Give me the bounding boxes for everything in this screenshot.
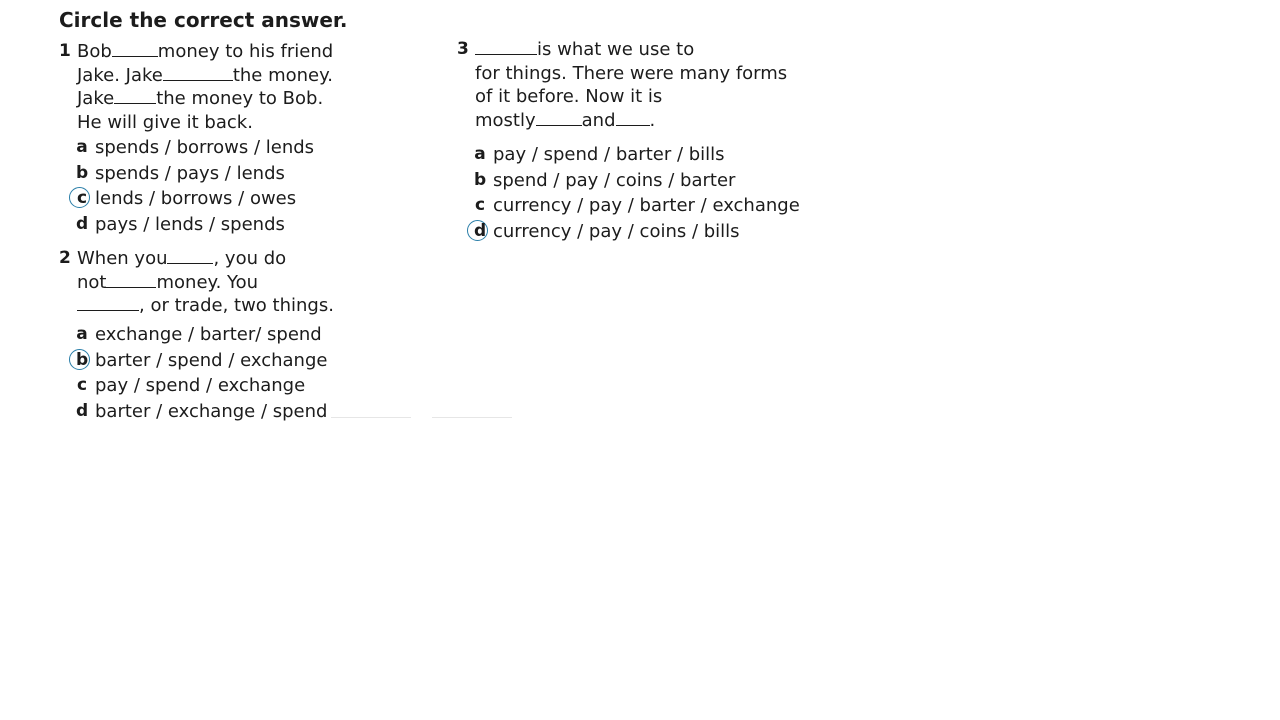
option-letter: d	[474, 220, 487, 241]
stem-text: Bob	[77, 41, 112, 62]
stem-text: the money to Bob.	[156, 88, 324, 109]
stem-text: He will give it back.	[77, 111, 253, 133]
question-number: 3	[457, 39, 469, 59]
option-letter: c	[76, 375, 88, 395]
option-text: spend / pay / coins / barter	[493, 169, 736, 191]
stem-text: and	[581, 109, 616, 131]
option-letter: c	[76, 188, 88, 208]
answer-blank	[112, 41, 158, 57]
option-letter: b	[76, 162, 89, 183]
option-text: pay / spend / barter / bills	[493, 144, 725, 165]
worksheet-title: Circle the correct answer.	[59, 8, 348, 32]
answer-blank	[536, 110, 582, 126]
option-letter: a	[76, 137, 88, 157]
option-letter: b	[474, 169, 487, 190]
option-letter: a	[474, 144, 486, 164]
stem-text: of it before. Now it is	[475, 86, 663, 107]
stem-text: When you	[77, 248, 168, 269]
stem-text: Jake	[77, 88, 115, 109]
option-text: barter / exchange / spend	[95, 400, 328, 422]
stem-text: the money.	[232, 64, 333, 86]
answer-blank	[163, 65, 233, 81]
stem-text: is what we use to	[537, 39, 695, 60]
option-text: currency / pay / barter / exchange	[493, 195, 800, 216]
question-stem	[475, 38, 787, 132]
answer-blank	[114, 88, 156, 104]
stem-text: , or trade, two things.	[139, 295, 334, 316]
option-text: spends / pays / lends	[95, 162, 285, 184]
answer-blank	[616, 110, 650, 126]
option-letter: d	[76, 400, 89, 421]
answer-blank	[167, 248, 213, 264]
stem-text: not	[77, 271, 107, 293]
option-text: currency / pay / coins / bills	[493, 220, 740, 242]
question-stem	[77, 40, 333, 134]
stem-text: .	[649, 109, 656, 131]
answer-blank	[106, 272, 156, 288]
stem-text: for things. There were many forms	[475, 62, 788, 84]
divider	[432, 417, 512, 418]
answer-blank	[475, 39, 537, 55]
question-number: 1	[59, 41, 71, 61]
option-text: spends / borrows / lends	[95, 137, 315, 158]
option-letter: a	[76, 324, 88, 344]
stem-text: money to his friend	[157, 41, 334, 62]
option-text: pays / lends / spends	[95, 213, 285, 235]
option-letter: d	[76, 213, 89, 234]
stem-text: Jake. Jake	[77, 64, 163, 86]
option-text: pay / spend / exchange	[95, 375, 306, 396]
divider	[331, 417, 411, 418]
stem-text: money. You	[156, 271, 259, 293]
option-text: barter / spend / exchange	[95, 349, 328, 371]
option-letter: c	[474, 195, 486, 215]
answer-blank	[77, 295, 139, 311]
option-text: lends / borrows / owes	[95, 188, 297, 209]
question-stem	[77, 247, 334, 318]
option-letter: b	[76, 349, 89, 370]
stem-text: , you do	[213, 248, 287, 269]
stem-text: mostly	[475, 109, 536, 131]
question-number: 2	[59, 248, 71, 268]
option-text: exchange / barter/ spend	[95, 324, 322, 345]
